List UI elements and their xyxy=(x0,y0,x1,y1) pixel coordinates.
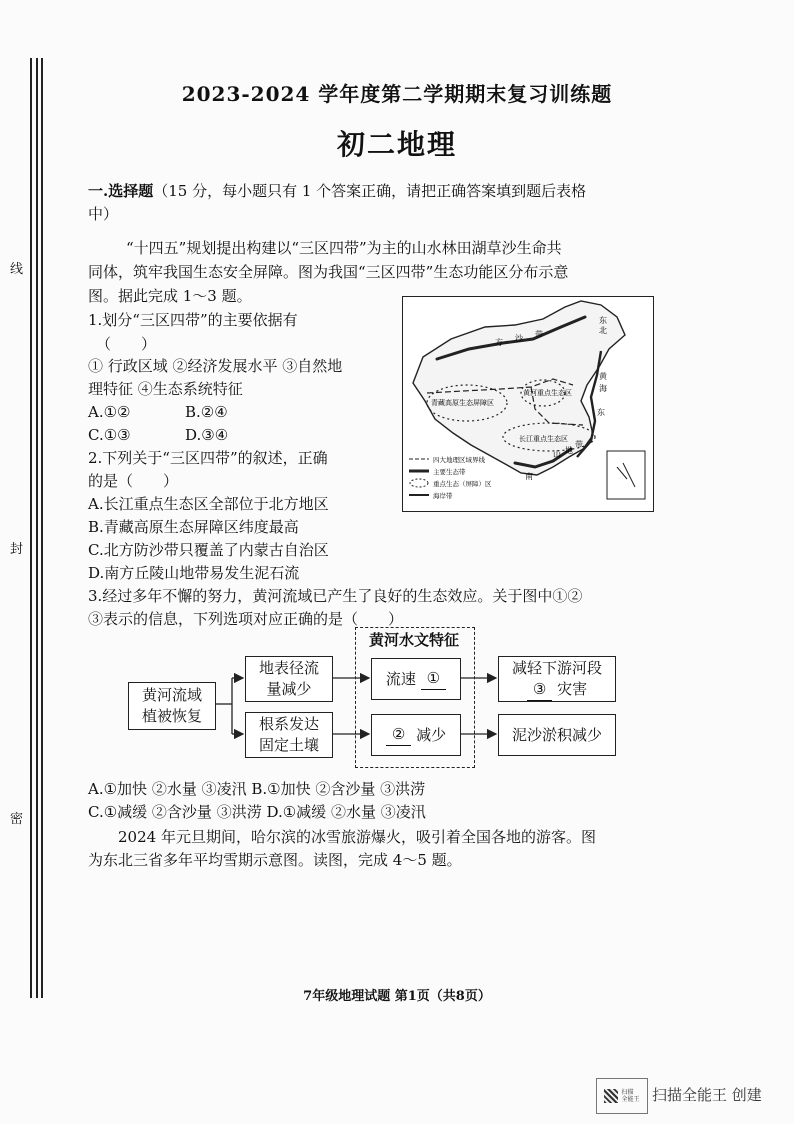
intro-line: “十四五”规划提出构建以“三区四带”为主的山水林田湖草沙生命共 xyxy=(126,239,562,257)
q1-option-c: C.①③ xyxy=(88,426,131,444)
flow-text: 减轻下游河段 xyxy=(511,658,602,677)
map-label: 方 xyxy=(495,338,503,347)
flow-text: 固定土壤 xyxy=(258,736,319,754)
q2-option-d: D.南方丘陵山地带易发生泥石流 xyxy=(88,564,300,582)
q1-option-d: D.③④ xyxy=(185,426,229,444)
flow-text: 流速 xyxy=(385,669,416,688)
legend-label: 四大地理区域界线 xyxy=(433,456,485,464)
q3-options: C.①减缓 ②含沙量 ③洪涝 D.①减缓 ②水量 ③凌汛 xyxy=(88,803,426,821)
section-instruction: （15 分，每小题只有 1 个答案正确，请把正确答案填到题后表格 xyxy=(153,182,587,200)
q1-items: ① 行政区域 ②经济发展水平 ③自然地 xyxy=(88,357,343,375)
map-label: 海 xyxy=(599,384,607,393)
flow-box-reduce xyxy=(371,714,461,756)
map-label: 东 xyxy=(599,316,607,325)
scanner-watermark: 扫描全能王 创建 xyxy=(652,1086,762,1104)
intro2-line: 为东北三省多年平均雪期示意图。读图，完成 4～5 题。 xyxy=(88,851,462,869)
legend-label: 重点生态（屏障）区 xyxy=(433,480,492,488)
q1-option-a: A.①② xyxy=(88,403,131,421)
q3-options: A.①加快 ②水量 ③凌汛 B.①加快 ②含沙量 ③洪涝 xyxy=(88,780,426,798)
exam-title: 2023-2024 学年度第二学期期末复习训练题 xyxy=(181,82,613,106)
side-mark-mi: 密 xyxy=(10,812,24,827)
map-label: 南 xyxy=(525,472,533,481)
q1-items: 理特征 ④生态系统特征 xyxy=(88,380,243,398)
scanner-logo xyxy=(596,1078,648,1114)
qr-icon xyxy=(604,1089,618,1103)
flow-text: 减少 xyxy=(416,725,447,744)
legend-label: 海岸带 xyxy=(433,492,453,500)
section-heading: 一.选择题 xyxy=(88,182,154,200)
map-label: 长江重点生态区 xyxy=(519,435,568,443)
flow-box-disaster xyxy=(498,656,616,702)
q3-stem: ③表示的信息，下列选项对应正确的是（ ） xyxy=(88,610,404,628)
flow-box-runoff xyxy=(245,656,333,702)
logo-text: 扫描 xyxy=(621,1089,634,1096)
hydrology-frame-label: 黄河水文特征 xyxy=(368,631,459,649)
map-label: 东 xyxy=(597,408,605,417)
intro-line: 同体，筑牢我国生态安全屏障。图为我国“三区四带”生态功能区分布示意 xyxy=(88,263,569,281)
map-label: 地 xyxy=(565,446,573,455)
q2-option-b: B.青藏高原生态屏障区纬度最高 xyxy=(88,518,299,536)
flow-text: 黄河流域 xyxy=(141,686,202,704)
flow-text: 地表径流 xyxy=(258,659,319,677)
q2-option-c: C.北方防沙带只覆盖了内蒙古自治区 xyxy=(88,541,329,559)
page-footer: 7年级地理试题 第1页（共8页） xyxy=(303,989,491,1004)
flow-box-sediment: 泥沙淤积减少 xyxy=(498,714,616,756)
flow-box-speed xyxy=(371,658,461,700)
side-mark-xian: 线 xyxy=(10,262,24,277)
flow-box-roots xyxy=(245,712,333,758)
flow-text: 灾害 xyxy=(557,679,588,698)
map-label: 青藏高原生态屏障区 xyxy=(431,399,494,407)
blank-3: ③ xyxy=(527,679,552,701)
q1-option-b: B.②④ xyxy=(185,403,228,421)
map-label: 黄 xyxy=(599,372,607,381)
flow-text: 根系发达 xyxy=(258,715,319,733)
q2-stem: 2.下列关于“三区四带”的叙述，正确 xyxy=(88,449,328,467)
blank-1: ① xyxy=(421,668,446,690)
map-label: 山 xyxy=(553,450,561,459)
side-mark-feng: 封 xyxy=(10,542,24,557)
intro2-line: 2024 年元旦期间，哈尔滨的冰雪旅游爆火，吸引着全国各地的游客。图 xyxy=(118,828,596,846)
q3-stem: 3.经过多年不懈的努力，黄河流域已产生了良好的生态效应。关于图中①② xyxy=(88,587,583,605)
q2-option-a: A.长江重点生态区全部位于北方地区 xyxy=(88,495,329,513)
q2-stem: 的是（ ） xyxy=(88,472,179,490)
q1-paren: （ ） xyxy=(96,335,157,353)
logo-text: 全能王 xyxy=(621,1096,640,1103)
map-label: 北 xyxy=(599,326,607,335)
map-label: 沙 xyxy=(515,334,523,343)
blank-2: ② xyxy=(386,724,411,746)
section-instruction-cont: 中） xyxy=(88,205,119,223)
map-label: 带 xyxy=(575,440,583,449)
legend-label: 主要生态带 xyxy=(433,468,466,476)
subject-title: 初二地理 xyxy=(336,128,457,161)
flow-text: 量减少 xyxy=(266,680,312,698)
q1-stem: 1.划分“三区四带”的主要依据有 xyxy=(88,311,298,329)
map-label: 黄河重点生态区 xyxy=(523,389,572,397)
map-label: 带 xyxy=(535,330,543,339)
intro-line: 图。据此完成 1～3 题。 xyxy=(88,287,252,305)
flow-text: 植被恢复 xyxy=(141,707,202,725)
flow-box-vegetation xyxy=(128,682,216,730)
